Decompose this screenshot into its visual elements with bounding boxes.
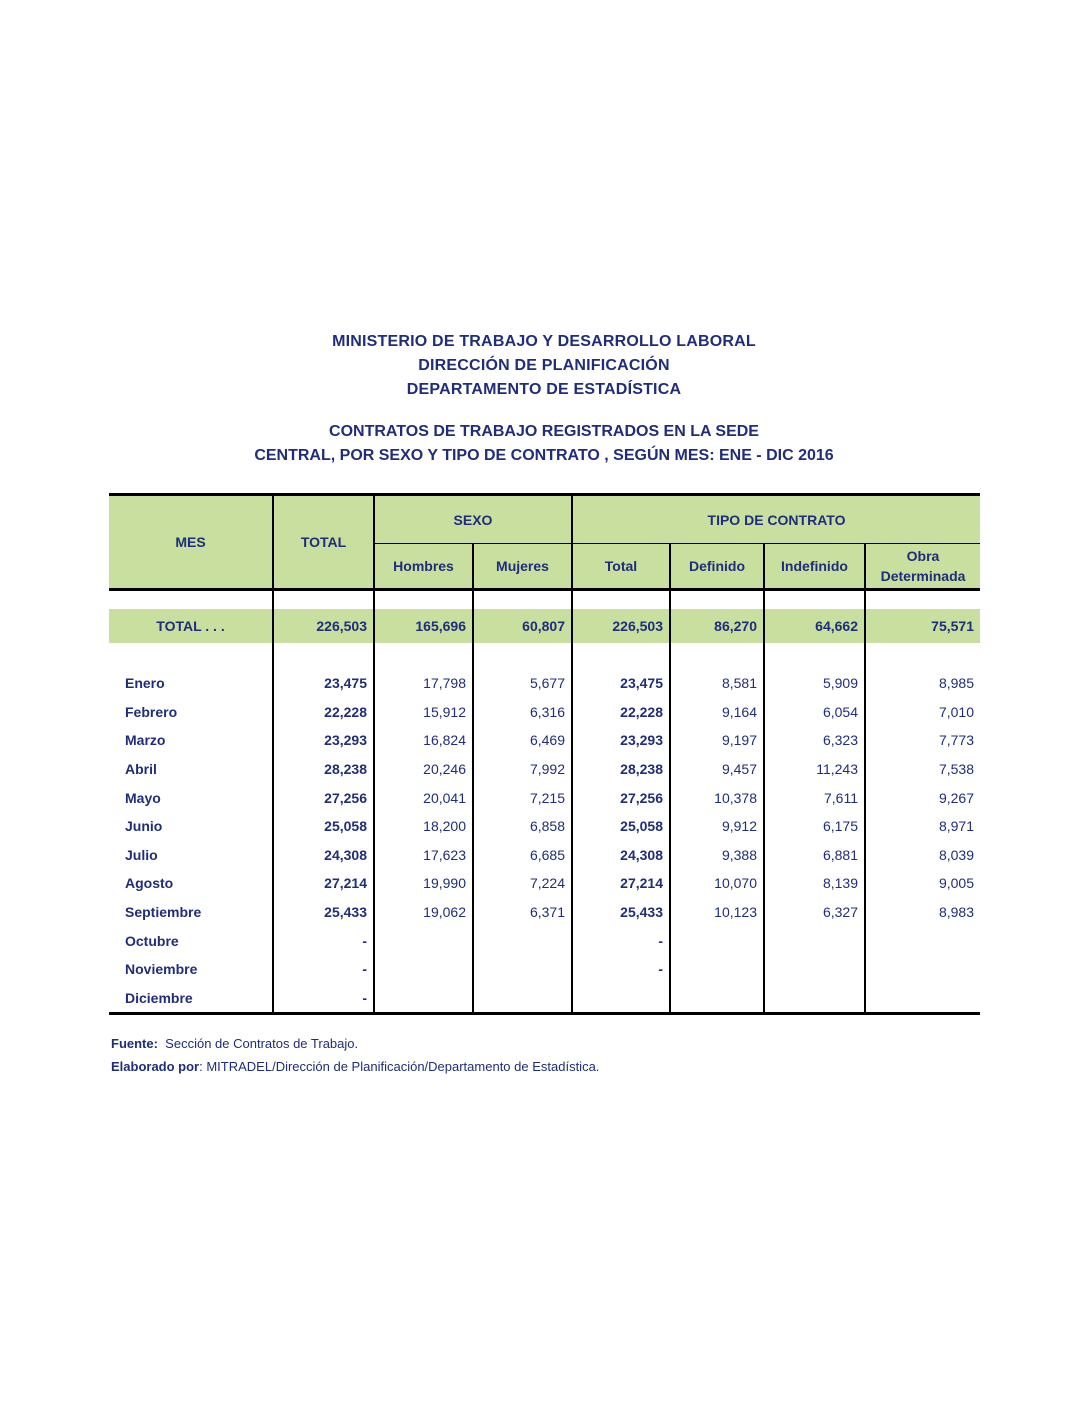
month-rows [109, 669, 980, 1014]
cell-mes: Agosto [125, 875, 174, 892]
org-line: MINISTERIO DE TRABAJO Y DESARROLLO LABORAL [332, 333, 756, 350]
cell-mes: Septiembre [125, 904, 202, 921]
spacer-row [109, 590, 980, 610]
cell-mujeres [473, 984, 572, 1014]
prepared-by-note [111, 1055, 599, 1078]
cell-indefinido: 5,909 [764, 669, 865, 698]
cell-total: 25,433 [273, 898, 374, 927]
cell-mes: Mayo [125, 789, 161, 806]
title-line: CENTRAL, POR SEXO Y TIPO DE CONTRATO , SEGÚN MES: ENE - DIC 2016 [254, 447, 834, 464]
cell-indefinido: 6,327 [764, 898, 865, 927]
cell-definido [670, 926, 764, 955]
total-definido: 86,270 [670, 609, 764, 643]
cell-hombres: 20,246 [374, 755, 473, 784]
source-note [111, 1032, 599, 1055]
cell-indefinido: 6,054 [764, 698, 865, 727]
cell-mes: Diciembre [109, 984, 273, 1014]
cell-mujeres: 6,371 [473, 898, 572, 927]
spacer-row [109, 643, 980, 669]
org-line: DEPARTAMENTO DE ESTADÍSTICA [406, 381, 682, 398]
cell-definido [670, 984, 764, 1014]
table-row [109, 669, 980, 698]
cell-hombres: 15,912 [374, 698, 473, 727]
cell-tipo-total: 22,228 [572, 698, 670, 727]
cell-hombres: 17,798 [374, 669, 473, 698]
header-tipo-total: Total [572, 544, 670, 590]
cell-obra [865, 955, 980, 984]
cell-tipo-total: 24,308 [572, 841, 670, 870]
header-sexo: SEXO [374, 495, 572, 544]
header-hombres: Hombres [374, 544, 473, 590]
cell-mujeres: 6,469 [473, 726, 572, 755]
header-obra-line2: Determinada [880, 568, 966, 584]
cell-tipo-total: 28,238 [572, 755, 670, 784]
title-line: CONTRATOS DE TRABAJO REGISTRADOS EN LA SEDE [329, 423, 759, 440]
cell-total: 22,228 [273, 698, 374, 727]
cell-total: - [273, 955, 374, 984]
cell-hombres: 17,623 [374, 841, 473, 870]
table-row [109, 698, 980, 727]
cell-hombres: 19,990 [374, 869, 473, 898]
header-obra-line1: Obra [906, 548, 940, 564]
cell-obra: 8,971 [865, 812, 980, 841]
footer-notes [111, 1032, 599, 1078]
table-row [109, 812, 980, 841]
cell-definido: 9,457 [670, 755, 764, 784]
cell-mujeres [473, 955, 572, 984]
cell-total: 23,475 [273, 669, 374, 698]
cell-tipo-total: - [572, 926, 670, 955]
cell-definido: 10,123 [670, 898, 764, 927]
cell-obra [865, 984, 980, 1014]
header-mujeres: Mujeres [473, 544, 572, 590]
cell-obra: 7,773 [865, 726, 980, 755]
cell-total: 23,293 [273, 726, 374, 755]
table-row [109, 783, 980, 812]
cell-definido: 10,070 [670, 869, 764, 898]
cell-mes: Octubre [125, 932, 179, 949]
cell-mujeres: 7,215 [473, 783, 572, 812]
organization-header [0, 330, 1088, 402]
source-text: Sección de Contratos de Trabajo. [157, 1036, 359, 1051]
table-row [109, 926, 980, 955]
total-tipo-total: 226,503 [572, 609, 670, 643]
table-row [109, 841, 980, 870]
cell-obra: 9,005 [865, 869, 980, 898]
cell-definido: 9,388 [670, 841, 764, 870]
header-mes: MES [109, 495, 273, 590]
cell-mujeres [473, 926, 572, 955]
cell-mes: Abril [125, 761, 157, 778]
total-mujeres: 60,807 [473, 609, 572, 643]
cell-indefinido [764, 955, 865, 984]
cell-hombres [374, 984, 473, 1014]
table-row [109, 955, 980, 984]
cell-total: 28,238 [273, 755, 374, 784]
cell-definido: 9,912 [670, 812, 764, 841]
table-title [0, 420, 1088, 468]
cell-obra [865, 926, 980, 955]
cell-definido: 10,378 [670, 783, 764, 812]
cell-mes: Julio [125, 846, 158, 863]
cell-total: 24,308 [273, 841, 374, 870]
cell-mes: Marzo [125, 732, 166, 749]
cell-hombres: 18,200 [374, 812, 473, 841]
cell-indefinido: 8,139 [764, 869, 865, 898]
cell-indefinido: 7,611 [764, 783, 865, 812]
cell-total: - [273, 926, 374, 955]
cell-definido: 8,581 [670, 669, 764, 698]
cell-mujeres: 6,858 [473, 812, 572, 841]
table-row [109, 898, 980, 927]
cell-tipo-total [572, 984, 670, 1014]
cell-mujeres: 6,316 [473, 698, 572, 727]
cell-definido: 9,164 [670, 698, 764, 727]
cell-tipo-total: - [572, 955, 670, 984]
header-obra-determinada [865, 544, 980, 590]
cell-hombres: 19,062 [374, 898, 473, 927]
table-row [109, 869, 980, 898]
cell-mujeres: 5,677 [473, 669, 572, 698]
source-label: Fuente: [111, 1036, 158, 1051]
cell-tipo-total: 25,433 [572, 898, 670, 927]
contracts-table [109, 493, 980, 1015]
total-label: TOTAL . . . [109, 609, 273, 643]
cell-definido: 9,197 [670, 726, 764, 755]
table-row [109, 726, 980, 755]
cell-obra: 8,985 [865, 669, 980, 698]
cell-mes: Febrero [125, 703, 178, 720]
header-definido: Definido [670, 544, 764, 590]
cell-definido [670, 955, 764, 984]
cell-mujeres: 7,992 [473, 755, 572, 784]
cell-tipo-total: 27,214 [572, 869, 670, 898]
prepared-by-text: : MITRADEL/Dirección de Planificación/Departamento de Estadística. [199, 1059, 600, 1074]
cell-indefinido [764, 984, 865, 1014]
cell-mujeres: 6,685 [473, 841, 572, 870]
cell-tipo-total: 23,293 [572, 726, 670, 755]
cell-tipo-total: 25,058 [572, 812, 670, 841]
table-row [109, 984, 980, 1014]
cell-mes: Enero [125, 675, 165, 692]
cell-total: - [273, 984, 374, 1014]
header-row-1 [109, 495, 980, 544]
cell-mes: Noviembre [125, 961, 198, 978]
cell-tipo-total: 27,256 [572, 783, 670, 812]
total-row [109, 609, 980, 643]
cell-indefinido: 6,175 [764, 812, 865, 841]
cell-hombres [374, 926, 473, 955]
cell-total: 27,256 [273, 783, 374, 812]
cell-indefinido: 6,323 [764, 726, 865, 755]
header-total: TOTAL [273, 495, 374, 590]
header-tipo-contrato: TIPO DE CONTRATO [572, 495, 980, 544]
cell-mujeres: 7,224 [473, 869, 572, 898]
total-obra: 75,571 [865, 609, 980, 643]
cell-total: 27,214 [273, 869, 374, 898]
cell-mes: Junio [125, 818, 163, 835]
cell-obra: 7,010 [865, 698, 980, 727]
total-total: 226,503 [273, 609, 374, 643]
table-row [109, 755, 980, 784]
prepared-by-label: Elaborado por [111, 1059, 200, 1074]
cell-indefinido: 6,881 [764, 841, 865, 870]
cell-hombres: 16,824 [374, 726, 473, 755]
cell-obra: 7,538 [865, 755, 980, 784]
total-hombres: 165,696 [374, 609, 473, 643]
header-indefinido: Indefinido [764, 544, 865, 590]
cell-obra: 8,983 [865, 898, 980, 927]
cell-indefinido [764, 926, 865, 955]
cell-hombres: 20,041 [374, 783, 473, 812]
cell-indefinido: 11,243 [764, 755, 865, 784]
cell-total: 25,058 [273, 812, 374, 841]
cell-obra: 8,039 [865, 841, 980, 870]
cell-hombres [374, 955, 473, 984]
cell-obra: 9,267 [865, 783, 980, 812]
cell-tipo-total: 23,475 [572, 669, 670, 698]
total-indefinido: 64,662 [764, 609, 865, 643]
org-line: DIRECCIÓN DE PLANIFICACIÓN [418, 357, 670, 374]
